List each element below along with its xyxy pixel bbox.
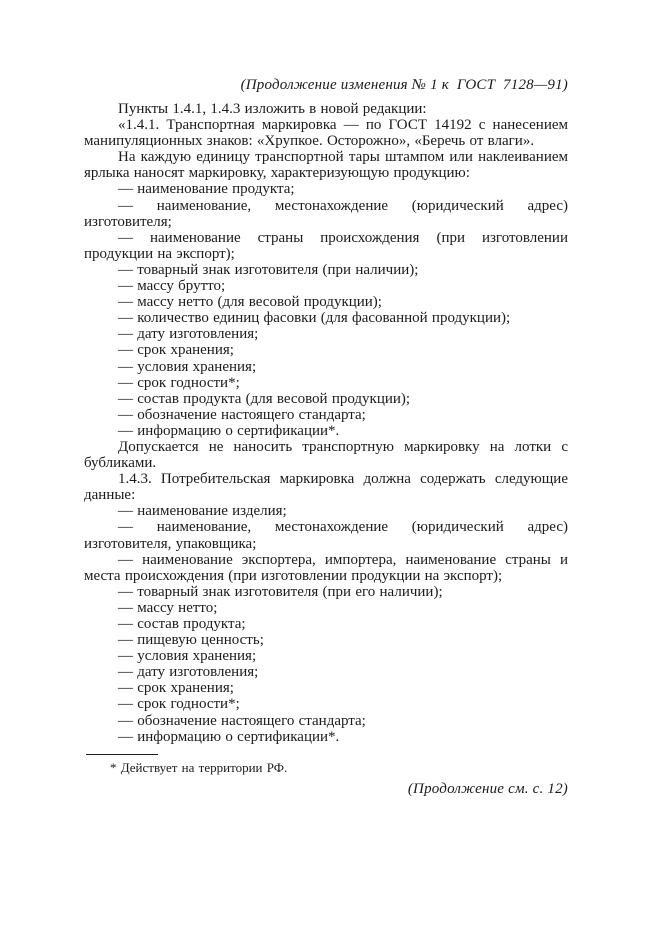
paragraph: 1.4.3. Потребительская маркировка должна содержать следующие данные: [84, 471, 568, 504]
paragraph: — товарный знак изготовителя (при его наличии); [118, 583, 443, 600]
paragraph: — количество единиц фасовки (для фасованной продукции); [118, 310, 511, 327]
paragraph: — срок годности*; [118, 696, 240, 713]
paragraph: — обозначение настоящего стандарта; [118, 712, 366, 729]
paragraph: На каждую единицу транспортной тары штампом или наклеиванием ярлыка наносят маркировку, характеризующую продукцию: [84, 149, 568, 182]
paragraph: — наименование, местонахождение (юридический адрес) изготовителя; [84, 197, 568, 230]
paragraph: «1.4.1. Транспортная маркировка — по ГОСТ 14192 с нанесением манипуляционных знаков: «Хрупкое. Осторожно», «Беречь от влаги». [84, 117, 568, 150]
paragraph: — состав продукта (для весовой продукции); [118, 390, 411, 407]
paragraph: — наименование, местонахождение (юридический адрес) изготовителя, упаковщика; [84, 519, 568, 552]
paragraph: — состав продукта; [118, 616, 246, 632]
paragraph: — массу нетто (для весовой продукции); [118, 294, 382, 311]
paragraph: — дату изготовления; [118, 326, 259, 343]
paragraph: — товарный знак изготовителя (при наличии); [118, 261, 419, 278]
footnote-text: * Действует на территории РФ. [110, 759, 288, 775]
paragraph: — срок хранения; [118, 680, 234, 697]
paragraph: — срок годности*; [118, 374, 240, 391]
paragraph: — информацию о сертификации*. [118, 422, 340, 439]
document-body [84, 101, 568, 745]
paragraph: — наименование страны происхождения (при изготовлении продукции на экспорт); [84, 229, 568, 262]
paragraph: — наименование экспортера, импортера, наименование страны и места происхождения (при изготовлении продукции на экспорт); [84, 551, 568, 584]
running-header-continuation-note: (Продолжение изменения № 1 к ГОСТ 7128—91) [240, 77, 568, 93]
paragraph: — дату изготовления; [118, 664, 259, 681]
paragraph: Пункты 1.4.1, 1.4.3 изложить в новой редакции: [118, 101, 427, 117]
paragraph: Допускается не наносить транспортную маркировку на лотки с бубликами. [84, 438, 568, 472]
paragraph: — пищевую ценность; [118, 632, 264, 649]
footnote-separator-rule [86, 754, 158, 755]
paragraph: — срок хранения; [118, 342, 234, 359]
paragraph: — наименование изделия; [118, 503, 287, 520]
paragraph: — условия хранения; [118, 648, 257, 665]
paragraph: — наименование продукта; [118, 181, 295, 198]
paragraph: — обозначение настоящего стандарта; [118, 406, 366, 423]
paragraph: — массу нетто; [118, 599, 218, 616]
paragraph: — условия хранения; [118, 358, 257, 375]
paragraph: — массу брутто; [118, 278, 226, 295]
paragraph: — информацию о сертификации*. [118, 728, 340, 745]
continuation-footer-note: (Продолжение см. с. 12) [407, 780, 568, 797]
